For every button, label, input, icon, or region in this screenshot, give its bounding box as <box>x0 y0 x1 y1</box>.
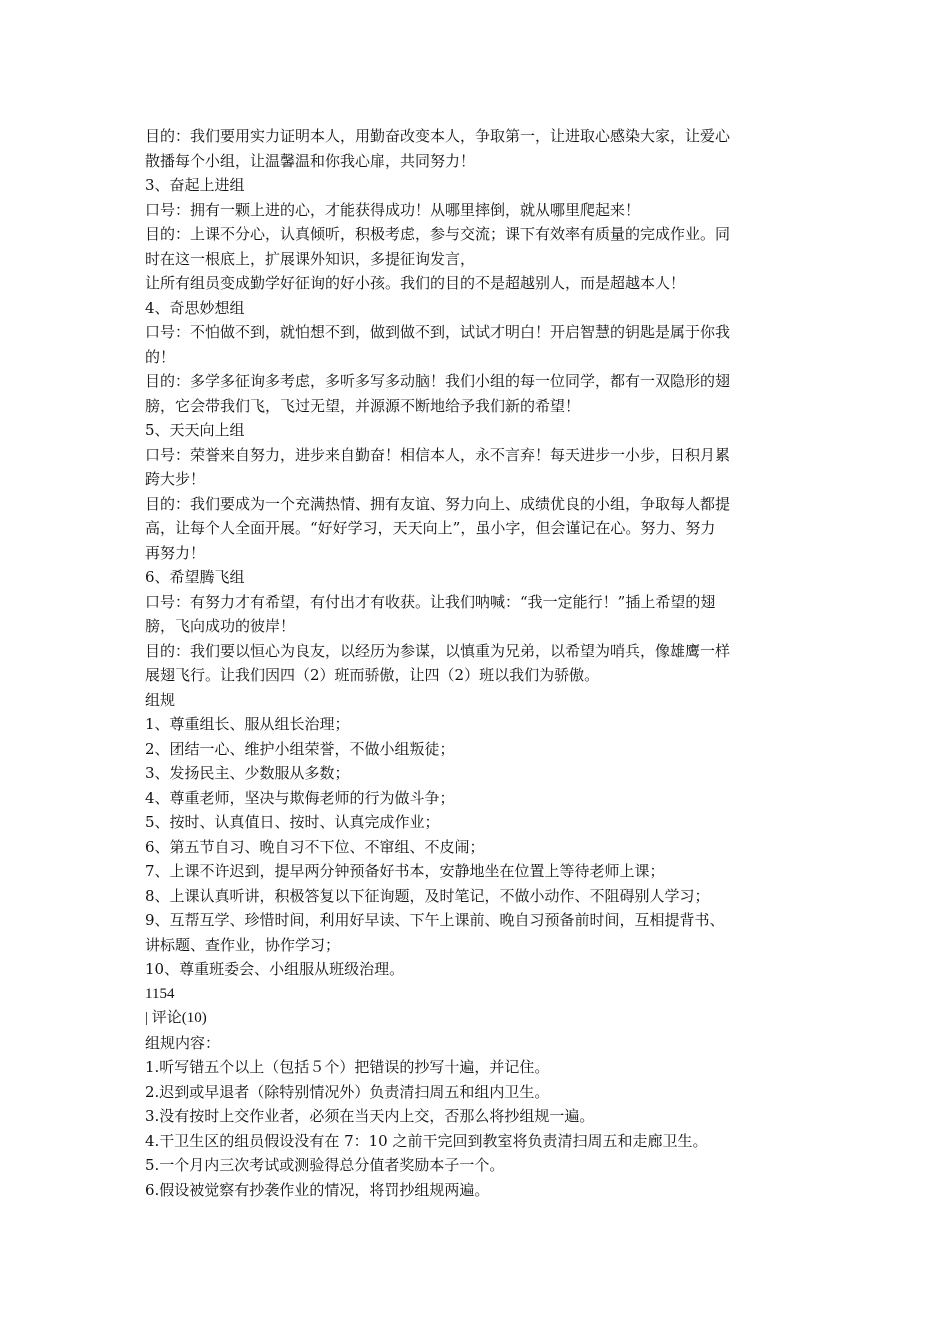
rule-item: 4、尊重老师，坚决与欺侮老师的行为做斗争； <box>145 788 455 807</box>
section-heading: 3、奋起上进组 <box>145 176 245 194</box>
rule-item: 6.假设被觉察有抄袭作业的情况，将罚抄组规两遍。 <box>145 1180 490 1199</box>
text-line: 目的：多学多征询多考虑，多听多写多动脑！我们小组的每一位同学，都有一双隐形的翅 <box>145 372 731 390</box>
rule-item: 10、尊重班委会、小组服从班级治理。 <box>145 960 405 978</box>
view-count: 1154 <box>145 985 175 1002</box>
text-line: 的！ <box>145 347 176 366</box>
text-line: 口号：有努力才有希望，有付出才有收获。让我们呐喊：“我一定能行！”插上希望的翅 <box>145 592 716 611</box>
text-line: 口号：拥有一颗上进的心，才能获得成功！从哪里摔倒，就从哪里爬起来！ <box>145 200 641 219</box>
rule-item: 8、上课认真听讲，积极答复以下征询题，及时笔记，不做小动作、不阻碍别人学习； <box>145 886 710 905</box>
text-line: 展翅飞行。让我们因四（2）班而骄傲，让四（2）班以我们为骄傲。 <box>145 666 600 684</box>
text-line: 散播每个小组，让温馨温和你我心扉，共同努力！ <box>145 151 476 170</box>
text-line: 再努力！ <box>145 543 206 562</box>
section-heading: 4、奇思妙想组 <box>145 298 245 317</box>
text-line: 目的：我们要用实力证明本人，用勤奋改变本人，争取第一，让进取心感染大家，让爱心 <box>145 127 731 145</box>
document-body <box>145 124 813 1202</box>
rule-item: 1.听写错五个以上（包括５个）把错误的抄写十遍，并记住。 <box>145 1058 550 1076</box>
section-heading: 组规内容： <box>145 1033 221 1052</box>
rule-item: 5、按时、认真值日、按时、认真完成作业； <box>145 813 440 831</box>
text-line: 口号：不怕做不到，就怕想不到，做到做不到，试试才明白！开启智慧的钥匙是属于你我 <box>145 323 731 341</box>
rule-item: 4.干卫生区的组员假设没有在 7：10 之前干完回到教室将负责清扫周五和走廊卫生。 <box>145 1131 708 1150</box>
text-line: 口号：荣誉来自努力，进步来自勤奋！相信本人，永不言弃！每天进步一小步，日积月累 <box>145 445 731 464</box>
text-line: 膀，它会带我们飞，飞过无望，并源源不断地给予我们新的希望！ <box>145 396 581 415</box>
rule-item: 2.迟到或早退者（除特别情况外）负责清扫周五和组内卫生。 <box>145 1082 550 1101</box>
text-line: 高，让每个人全面开展。“好好学习，天天向上”，虽小字，但会谨记在心。努力、努力 <box>145 519 716 537</box>
rule-item: 6、第五节自习、晚自习不下位、不窜组、不皮闹； <box>145 837 485 856</box>
text-line: 目的：上课不分心，认真倾听，积极考虑，参与交流；课下有效率有质量的完成作业。同 <box>145 225 731 243</box>
rule-item: 9、互帮互学、珍惜时间，利用好早读、下午上课前、晚自习预备前时间，互相提背书、 <box>145 911 725 929</box>
text-line: 目的：我们要成为一个充满热情、拥有友谊、努力向上、成绩优良的小组，争取每人都提 <box>145 494 731 513</box>
text-line: 让所有组员变成勤学好征询的好小孩。我们的目的不是超越别人，而是超越本人！ <box>145 274 686 292</box>
comment-link[interactable]: | 评论(10) <box>145 1010 207 1026</box>
rule-item: 2、团结一心、维护小组荣誉，不做小组叛徒； <box>145 739 455 758</box>
text-line: 膀，飞向成功的彼岸！ <box>145 617 296 635</box>
rule-item: 1、尊重组长、服从组长治理； <box>145 715 350 733</box>
text-line: 跨大步！ <box>145 470 206 488</box>
text-line: 时在这一根底上，扩展课外知识，多提征询发言， <box>145 249 476 268</box>
rule-item: 7、上课不许迟到，提早两分钟预备好书本，安静地坐在位置上等待老师上课； <box>145 862 665 880</box>
section-heading: 6、希望腾飞组 <box>145 568 245 586</box>
section-heading: 5、天天向上组 <box>145 421 245 439</box>
rule-item: 讲标题、查作业，协作学习； <box>145 935 341 954</box>
section-heading: 组规 <box>145 690 176 709</box>
rule-item: 3.没有按时上交作业者，必须在当天内上交，否那么将抄组规一遍。 <box>145 1107 595 1125</box>
text-line: 目的：我们要以恒心为良友，以经历为参谋，以慎重为兄弟，以希望为哨兵，像雄鹰一样 <box>145 641 731 660</box>
rule-item: 3、发扬民主、少数服从多数； <box>145 764 350 782</box>
rule-item: 5.一个月内三次考试或测验得总分值者奖励本子一个。 <box>145 1156 505 1174</box>
